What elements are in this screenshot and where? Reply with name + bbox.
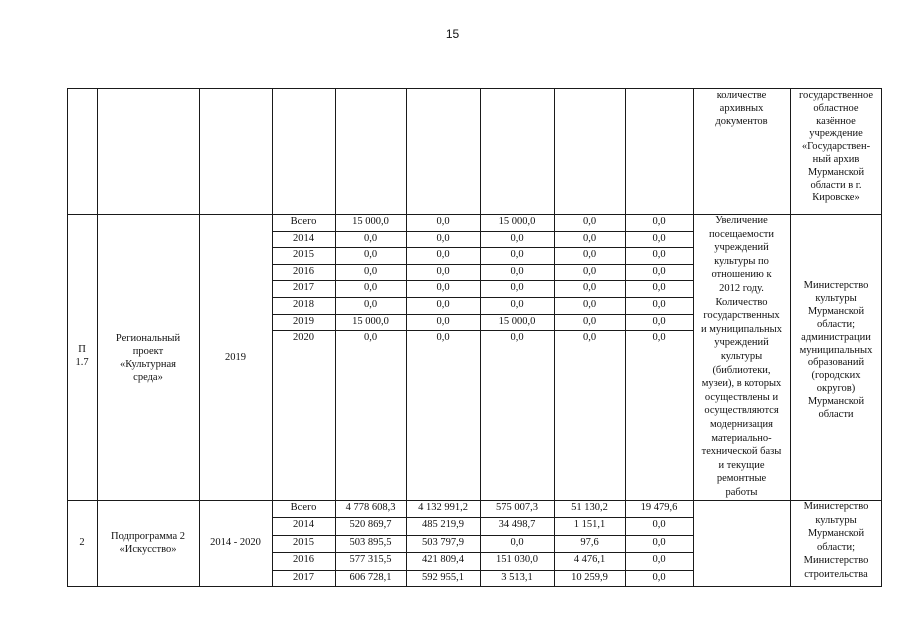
- finance-cell: 0,0: [652, 332, 666, 344]
- executor-text: областное: [813, 102, 859, 114]
- result-text: и муниципальных: [701, 323, 782, 335]
- executor-text: культуры: [815, 292, 857, 304]
- executor-text: государственное: [798, 90, 873, 101]
- finance-cell: 1 151,1: [573, 519, 606, 531]
- finance-cell: 0,0: [652, 265, 666, 277]
- executor-text: области в г.: [810, 179, 862, 191]
- finance-cell: 4 476,1: [573, 554, 606, 566]
- finance-cell: 0,0: [436, 299, 450, 310]
- finance-cell: 0,0: [652, 571, 666, 583]
- result-text: материально-: [711, 432, 772, 444]
- executor-text: Министерство: [803, 501, 869, 512]
- row-divider: [272, 552, 693, 553]
- executor-text: (городских: [811, 370, 861, 382]
- finance-cell: 0,0: [436, 332, 450, 344]
- finance-cell: 520 869,7: [349, 519, 392, 531]
- executor-text: администрации: [801, 331, 871, 343]
- executor-text: казённое: [816, 115, 856, 127]
- finance-cell: 2016: [293, 265, 314, 277]
- row-divider: [272, 247, 693, 248]
- executor-text: области;: [816, 318, 856, 330]
- finance-cell: 0,0: [652, 519, 666, 531]
- finance-cell: 3 513,1: [501, 571, 533, 583]
- finance-cell: 51 130,2: [571, 502, 608, 513]
- column-divider: [406, 88, 407, 587]
- result-text: (библиотеки,: [712, 364, 771, 376]
- finance-cell: 2014: [293, 519, 314, 531]
- finance-cell: 0,0: [652, 282, 666, 294]
- finance-cell: 0,0: [510, 232, 524, 244]
- finance-cell: 0,0: [363, 299, 378, 310]
- executor-text: Мурманской: [807, 305, 865, 317]
- finance-cell: 15 000,0: [352, 315, 389, 327]
- finance-cell: 0,0: [363, 232, 378, 244]
- finance-cell: 0,0: [363, 265, 378, 277]
- finance-cell: Всего: [290, 502, 317, 513]
- row-divider: [272, 570, 693, 571]
- finance-cell: 577 315,5: [349, 554, 392, 566]
- executor-text: Мурманской: [807, 166, 865, 178]
- executor-text: учреждение: [809, 128, 863, 140]
- finance-cell: 0,0: [510, 299, 524, 310]
- finance-cell: 2015: [293, 536, 314, 548]
- finance-cell: 0,0: [436, 265, 450, 277]
- executor-text: культуры: [815, 514, 857, 526]
- table-border-left: [67, 88, 68, 587]
- result-text: учреждений: [714, 242, 769, 254]
- finance-cell: 2017: [293, 282, 314, 294]
- finance-cell: 2017: [293, 571, 314, 583]
- finance-cell: Всего: [290, 216, 317, 227]
- finance-cell: 2016: [293, 554, 314, 566]
- finance-cell: 0,0: [363, 282, 378, 294]
- executor-text: Мурманской: [807, 528, 865, 540]
- item-name: «Искусство»: [119, 544, 177, 555]
- finance-cell: 19 479,6: [640, 502, 678, 513]
- executor-text: области;: [816, 541, 856, 553]
- item-name: Региональный: [115, 333, 181, 344]
- result-text: учреждений: [714, 337, 769, 349]
- finance-cell: 15 000,0: [352, 216, 389, 227]
- finance-cell: 0,0: [436, 315, 450, 327]
- finance-cell: 15 000,0: [498, 216, 536, 227]
- executor-text: ный архив: [812, 154, 860, 165]
- finance-cell: 0,0: [582, 216, 597, 227]
- item-name: проект: [132, 346, 164, 357]
- finance-cell: 0,0: [510, 282, 524, 294]
- item-name: среда»: [133, 372, 163, 383]
- item-number: 1.7: [75, 357, 89, 368]
- finance-cell: 0,0: [652, 249, 666, 261]
- row-divider: [272, 231, 693, 232]
- finance-cell: 0,0: [436, 249, 450, 261]
- item-number: П: [78, 344, 86, 355]
- row-divider: [272, 314, 693, 315]
- finance-cell: 485 219,9: [422, 519, 464, 531]
- result-text: посещаемости: [708, 228, 774, 240]
- table-border-top: [67, 88, 882, 89]
- executor-text: Министерство: [803, 280, 869, 291]
- column-divider: [272, 88, 273, 587]
- finance-cell: 2015: [293, 249, 314, 261]
- finance-cell: 503 797,9: [422, 536, 464, 548]
- finance-cell: 97,6: [580, 536, 599, 548]
- result-text: документов: [715, 115, 768, 127]
- finance-cell: 10 259,9: [571, 571, 608, 583]
- program-table: [67, 88, 882, 587]
- executor-text: Мурманской: [807, 396, 865, 408]
- item-name: «Культурная: [120, 359, 176, 370]
- finance-cell: 0,0: [582, 332, 597, 344]
- executor-text: «Государствен-: [801, 141, 871, 153]
- finance-cell: 2020: [293, 332, 314, 344]
- page-number: 15: [445, 27, 460, 41]
- finance-cell: 0,0: [582, 299, 597, 310]
- executor-text: области: [818, 409, 854, 420]
- row-divider: [272, 330, 693, 331]
- column-divider: [480, 88, 481, 587]
- result-text: и текущие: [718, 459, 765, 471]
- finance-cell: 0,0: [652, 315, 666, 327]
- column-divider: [199, 88, 200, 587]
- finance-cell: 0,0: [363, 249, 378, 261]
- result-text: работы: [725, 487, 758, 498]
- section-separator: [67, 500, 882, 501]
- result-text: осуществлены и: [704, 391, 779, 403]
- finance-cell: 151 030,0: [496, 554, 538, 566]
- finance-cell: 2014: [293, 232, 314, 244]
- item-period: 2014 - 2020: [210, 537, 261, 548]
- finance-cell: 0,0: [510, 265, 524, 277]
- finance-cell: 606 728,1: [349, 571, 392, 583]
- finance-cell: 0,0: [652, 554, 666, 566]
- result-text: ремонтные: [716, 473, 767, 485]
- finance-cell: 503 895,5: [349, 536, 392, 548]
- result-text: музеи), в которых: [701, 378, 782, 390]
- finance-cell: 4 132 991,2: [418, 502, 468, 513]
- result-text: модернизация: [710, 419, 773, 430]
- finance-cell: 575 007,3: [496, 502, 538, 513]
- column-divider: [335, 88, 336, 587]
- finance-cell: 0,0: [652, 536, 666, 548]
- result-text: государственных: [703, 310, 780, 322]
- finance-cell: 0,0: [582, 249, 597, 261]
- column-divider: [625, 88, 626, 587]
- item-name: Подпрограмма 2: [111, 531, 185, 542]
- executor-text: муниципальных: [799, 344, 873, 356]
- row-divider: [272, 297, 693, 298]
- finance-cell: 421 809,4: [422, 554, 464, 566]
- result-text: Количество: [715, 296, 768, 308]
- row-divider: [272, 535, 693, 536]
- finance-cell: 0,0: [436, 232, 450, 244]
- finance-cell: 0,0: [582, 232, 597, 244]
- item-period: 2019: [225, 352, 246, 363]
- finance-cell: 0,0: [363, 332, 378, 344]
- finance-cell: 34 498,7: [498, 519, 536, 531]
- executor-text: Министерство: [803, 555, 869, 567]
- finance-cell: 15 000,0: [498, 315, 536, 327]
- row-divider: [272, 264, 693, 265]
- finance-cell: 0,0: [510, 536, 524, 548]
- executor-text: образований: [807, 357, 865, 369]
- finance-cell: 0,0: [436, 216, 450, 227]
- executor-text: округов): [816, 383, 856, 395]
- finance-cell: 0,0: [652, 299, 666, 310]
- finance-cell: 0,0: [436, 282, 450, 294]
- executor-text: строительства: [804, 569, 868, 580]
- result-text: Увеличение: [715, 215, 768, 226]
- result-text: архивных: [719, 102, 764, 114]
- finance-cell: 0,0: [652, 232, 666, 244]
- finance-cell: 2019: [293, 315, 314, 327]
- result-text: количестве: [716, 90, 767, 101]
- finance-cell: 4 778 608,3: [345, 502, 396, 513]
- result-text: технической базы: [701, 446, 782, 458]
- finance-cell: 0,0: [510, 332, 524, 344]
- column-divider: [554, 88, 555, 587]
- result-text: культуры по: [714, 255, 769, 267]
- result-text: 2012 году.: [719, 283, 764, 294]
- finance-cell: 0,0: [510, 249, 524, 261]
- row-divider: [272, 280, 693, 281]
- result-text: осуществляются: [704, 405, 779, 417]
- row-divider: [272, 517, 693, 518]
- finance-cell: 0,0: [582, 265, 597, 277]
- finance-cell: 2018: [293, 299, 314, 310]
- executor-text: Кировске»: [812, 192, 860, 204]
- table-border-bottom: [67, 586, 882, 587]
- result-text: культуры: [720, 351, 763, 362]
- finance-cell: 0,0: [652, 216, 666, 227]
- finance-cell: 0,0: [582, 315, 597, 327]
- item-number: 2: [79, 537, 85, 548]
- finance-cell: 592 955,1: [422, 571, 464, 583]
- finance-cell: 0,0: [582, 282, 597, 294]
- result-text: отношению к: [711, 269, 772, 281]
